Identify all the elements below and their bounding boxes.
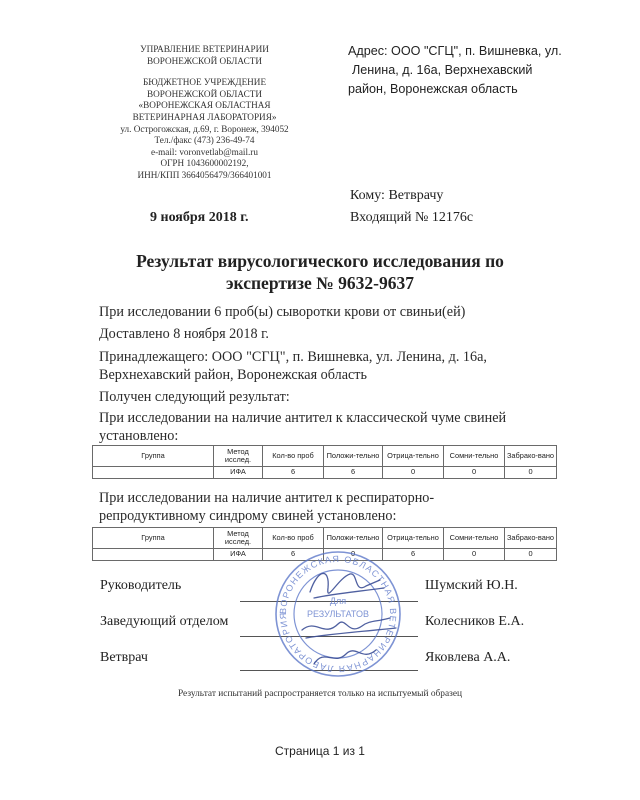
table-row [93, 467, 557, 479]
cell-doubtful: 0 [444, 549, 505, 561]
signature-role: Заведующий отделом [100, 614, 229, 629]
cell-samples: 6 [263, 549, 324, 561]
stamp-center-text: Для [329, 596, 347, 606]
col-samples-header: Кол-во проб [263, 446, 324, 467]
col-positive-header: Положи-тельно [324, 528, 383, 549]
results-table [92, 445, 557, 479]
test-description [99, 409, 559, 445]
page-number: Страница 1 из 1 [275, 744, 365, 758]
cell-samples: 6 [263, 467, 324, 479]
col-rejected-header: Забрако-вано [505, 446, 557, 467]
col-doubtful-header: Сомни-тельно [444, 528, 505, 549]
stamp-and-signatures [258, 548, 418, 680]
sender-line: «ВОРОНЕЖСКАЯ ОБЛАСТНАЯ [138, 100, 271, 111]
col-positive-header: Положи-тельно [324, 446, 383, 467]
address-line: Адрес: ООО "СГЦ", п. Вишневка, ул. [348, 44, 562, 58]
signature-name: Шумский Ю.Н. [425, 578, 518, 593]
owner-text [99, 348, 559, 384]
signature-role: Ветврач [100, 650, 148, 665]
sender-line: e-mail: voronvetlab@mail.ru [151, 146, 258, 157]
col-group-header: Группа [93, 446, 214, 467]
sender-gap [92, 67, 317, 77]
test-description [99, 489, 559, 525]
table-header-row [93, 528, 557, 549]
study-text: При исследовании 6 проб(ы) сыворотки крови от свиньи(ей) [99, 304, 466, 320]
cell-group [93, 467, 214, 479]
title-line: Результат вирусологического исследования по [136, 251, 504, 271]
col-doubtful-header: Сомни-тельно [444, 446, 505, 467]
footnote: Результат испытаний распространяется только на испытуемый образец [177, 689, 463, 699]
sender-line: УПРАВЛЕНИЕ ВЕТЕРИНАРИИ [140, 44, 269, 54]
cell-method: ИФА [214, 467, 263, 479]
sender-line: ВОРОНЕЖСКОЙ ОБЛАСТИ [147, 55, 262, 66]
address-line: район, Воронежская область [348, 82, 518, 96]
col-method-header: Метод исслед. [214, 528, 263, 549]
col-samples-header: Кол-во проб [263, 528, 324, 549]
sender-line: БЮДЖЕТНОЕ УЧРЕЖДЕНИЕ [142, 77, 267, 88]
sender-line: ВЕТЕРИНАРНАЯ ЛАБОРАТОРИЯ» [132, 111, 277, 122]
owner-line: Принадлежащего: ООО "СГЦ", п. Вишневка, ул. Ленина, д. 16а, [99, 349, 487, 365]
signature-role: Руководитель [100, 578, 182, 593]
col-negative-header: Отрица-тельно [383, 446, 444, 467]
delivered-text: Доставлено 8 ноября 2018 г. [99, 326, 269, 342]
sender-line: ВОРОНЕЖСКОЙ ОБЛАСТИ [147, 88, 262, 99]
title-line: экспертизе № 9632-9637 [226, 273, 414, 293]
sender-block [92, 44, 317, 182]
cell-rejected: 0 [505, 549, 557, 561]
address-block [348, 42, 598, 99]
cell-doubtful: 0 [444, 467, 505, 479]
address-line: Ленина, д. 16а, Верхнехавский [352, 63, 533, 77]
recipient: Кому: Ветврачу [350, 188, 444, 203]
col-group-header: Группа [93, 528, 214, 549]
stamp-ring-text: ВОРОНЕЖСКАЯ ОБЛАСТНАЯ ВЕТЕРИНАРНАЯ ЛАБОРАТОРИЯ [277, 553, 399, 675]
test-line: установлено: [99, 428, 179, 444]
stamp-seal [276, 552, 400, 676]
cell-positive: 0 [324, 549, 383, 561]
stamp-center-text: РЕЗУЛЬТАТОВ [306, 609, 370, 619]
cell-negative: 0 [383, 467, 444, 479]
sender-line: Тел./факс (473) 236-49-74 [154, 135, 255, 146]
test-line: При исследовании на наличие антител к классической чуме свиней [99, 410, 507, 426]
result-intro: Получен следующий результат: [99, 389, 290, 405]
col-negative-header: Отрица-тельно [383, 528, 444, 549]
cell-method: ИФА [214, 549, 263, 561]
cell-group [93, 549, 214, 561]
sender-line: ул. Острогожская, д.69, г. Воронеж, 394052 [120, 123, 289, 134]
sender-line: ИНН/КПП 3664056479/366401001 [137, 169, 272, 180]
incoming-number: Входящий № 12176с [350, 210, 474, 225]
test-line: репродуктивному синдрому свиней установлено: [99, 508, 397, 524]
cell-rejected: 0 [505, 467, 557, 479]
sender-line: ОГРН 1043600002192, [160, 158, 249, 169]
table-header-row [93, 446, 557, 467]
col-rejected-header: Забрако-вано [505, 528, 557, 549]
owner-line: Верхнехавский район, Воронежская область [99, 367, 367, 383]
document-title [100, 250, 540, 294]
cell-negative: 6 [383, 549, 444, 561]
test-line: При исследовании на наличие антител к респираторно- [99, 490, 435, 506]
signature-name: Яковлева А.А. [425, 650, 511, 665]
document-date: 9 ноября 2018 г. [150, 210, 249, 225]
cell-positive: 6 [324, 467, 383, 479]
col-method-header: Метод исслед. [214, 446, 263, 467]
signature-name: Колесников Е.А. [425, 614, 525, 629]
